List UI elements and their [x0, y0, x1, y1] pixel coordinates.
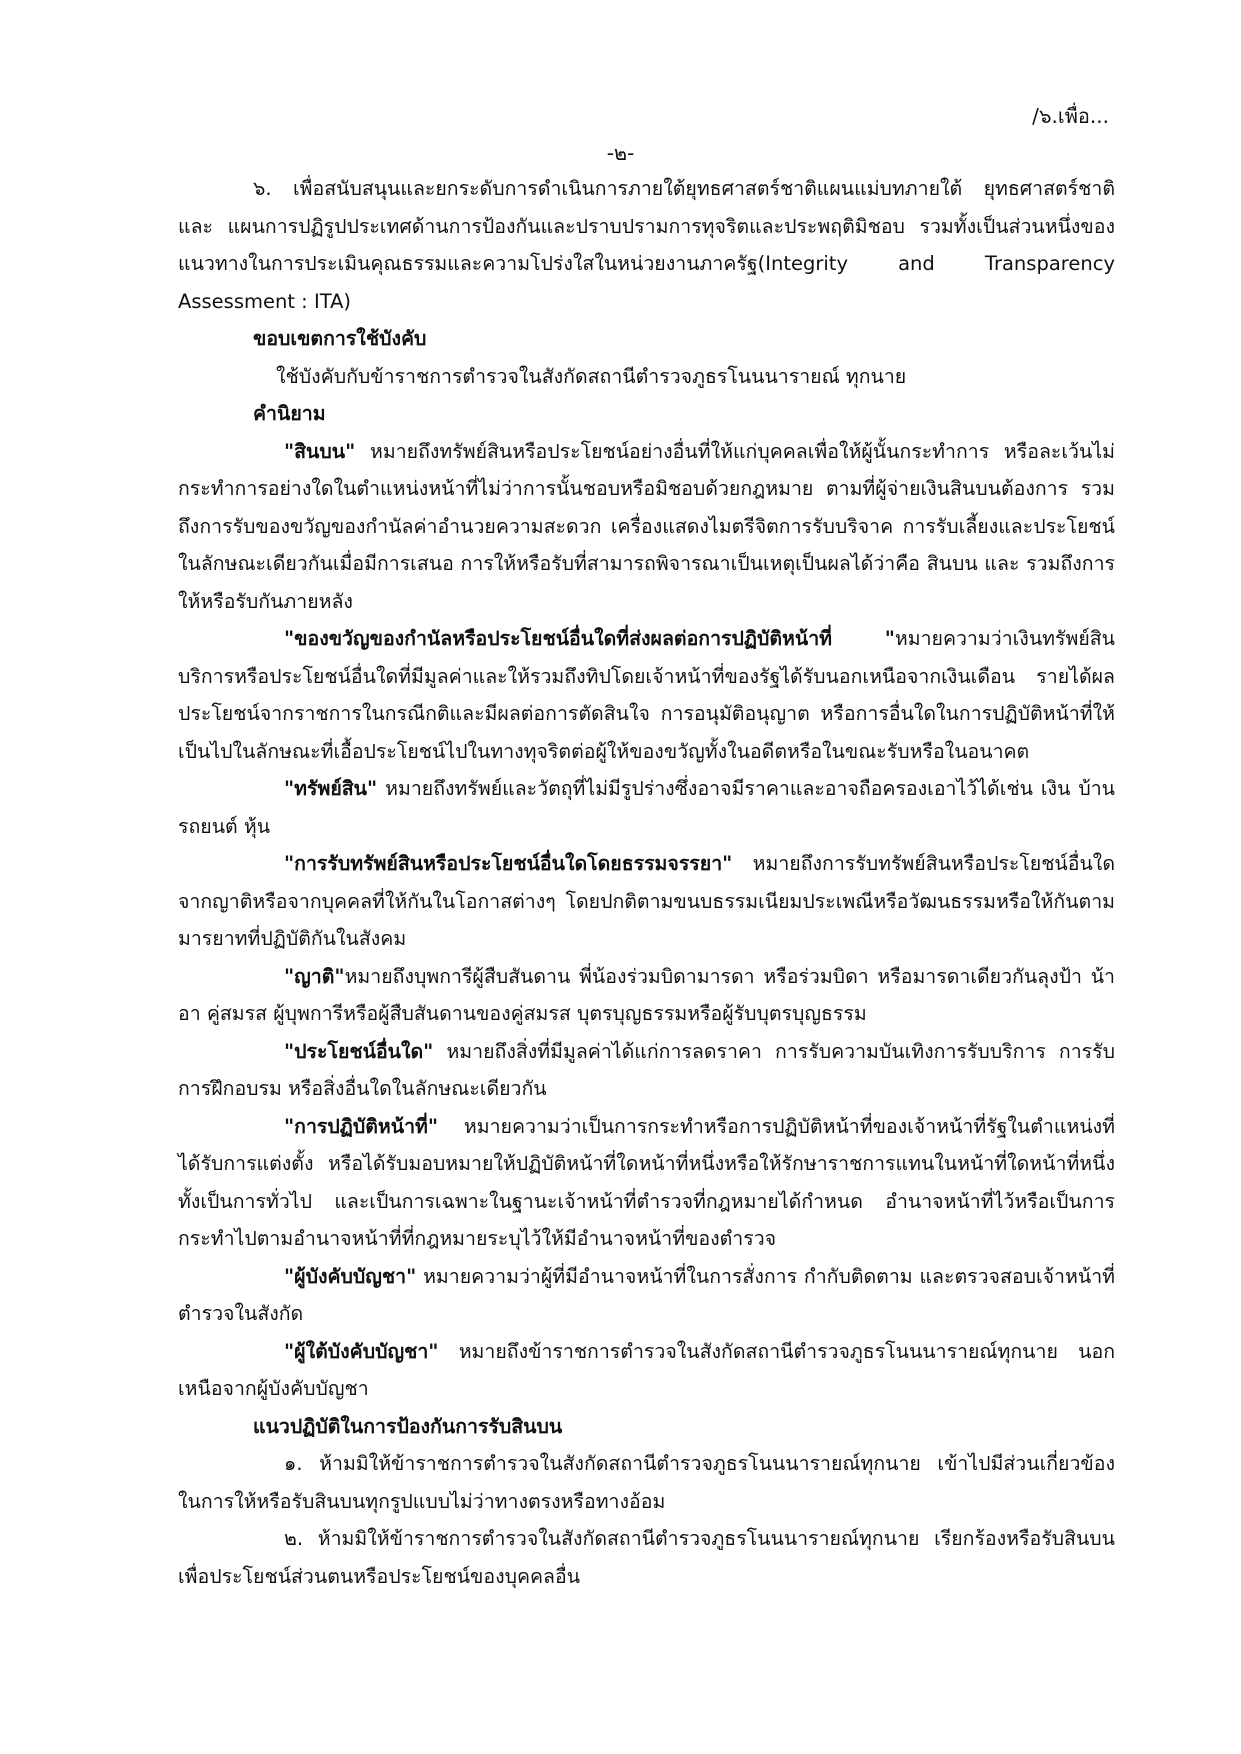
definition-term: "การปฏิบัติหน้าที่" — [284, 1114, 439, 1138]
definition-term: "การรับทรัพย์สินหรือประโยชน์อื่นใดโดยธรรมจรรยา" — [284, 852, 733, 875]
scope-text: ใช้บังคับกับข้าราชการตำรวจในสังกัดสถานีตำรวจภูธรโนนนารายณ์ ทุกนาย — [276, 364, 907, 388]
definition-text: หมายถึงสิ่งที่มีมูลค่าได้แก่การลดราคา การรับความบันเทิงการรับบริการ การรับการฝึกอบรม หรือสิ่งอื่นใดในลักษณะเดียวกัน — [178, 1039, 1115, 1100]
definition-term: "ผู้ใต้บังคับบัญชา" — [284, 1339, 439, 1363]
objective-6: ๖. เพื่อสนับสนุนและยกระดับการดำเนินการภายใต้ยุทธศาสตร์ชาติแผนแม่บทภายใต้ ยุทธศาสตร์ชาติ และ แผนการปฏิรูปประเทศด้านการป้องกันและปราบปรามการทุจริตและประพฤติมิชอบ รวมทั้งเป็นส่วนหนึ่งของแนวทางในการประเมินคุณธรรมและความโปร่งใสในหน่วยงานภาครัฐ(Integrity and Transparency Assessment : ITA) — [178, 177, 1115, 313]
definition-item — [178, 845, 1115, 958]
definition-text: หมายความว่าผู้ที่มีอำนาจหน้าที่ในการสั่งการ กำกับติดตาม และตรวจสอบเจ้าหน้าที่ตำรวจในสังกัด — [178, 1264, 1115, 1325]
definition-item — [178, 433, 1115, 621]
definition-item — [178, 1033, 1115, 1108]
definition-text: หมายถึงการรับทรัพย์สินหรือประโยชน์อื่นใดจากญาติหรือจากบุคคลที่ให้กันในโอกาสต่างๆ โดยปกติตามขนบธรรมเนียมประเพณีหรือวัฒนธรรมหรือให้กันตามมารยาทที่ปฏิบัติกันในสังคม — [178, 852, 1115, 950]
definition-text: หมายถึงทรัพย์สินหรือประโยชน์อย่างอื่นที่ให้แก่บุคคลเพื่อให้ผู้นั้นกระทำการ หรือละเว้นไม่กระทำการอย่างใดในตำแหน่งหน้าที่ไม่ว่าการนั้นชอบหรือมิชอบด้วยกฎหมาย ตามที่ผู้จ่ายเงินสินบนต้องการ รวมถึงการรับของขวัญของกำนัลค่าอำนวยความสะดวก เครื่องแสดงไมตรีจิตการรับบริจาค การรับเลี้ยงและประโยชน์ในลักษณะเดียวกันเมื่อมีการเสนอ การให้หรือรับที่สามารถพิจารณาเป็นเหตุเป็นผลได้ว่าคือ สินบน และ รวมถึงการให้หรือรับกันภายหลัง — [178, 439, 1115, 613]
definitions-heading: คำนิยาม — [253, 402, 326, 425]
guideline-item: ๒. ห้ามมิให้ข้าราชการตำรวจในสังกัดสถานีตำรวจภูธรโนนนารายณ์ทุกนาย เรียกร้องหรือรับสินบนเพื่อประโยชน์ส่วนตนหรือประโยชน์ของบุคคลอื่น — [178, 1527, 1115, 1588]
definition-text: หมายถึงทรัพย์และวัตถุที่ไม่มีรูปร่างซึ่งอาจมีราคาและอาจถือครองเอาไว้ได้เช่น เงิน บ้าน รถยนต์ หุ้น — [178, 777, 1115, 838]
definition-term: "ญาติ" — [284, 964, 345, 988]
definition-item — [178, 1333, 1115, 1408]
definition-text: หมายความว่าเป็นการกระทำหรือการปฏิบัติหน้าที่ของเจ้าหน้าที่รัฐในตำแหน่งที่ได้รับการแต่งตั้ง หรือได้รับมอบหมายให้ปฏิบัติหน้าที่ใดหน้าที่หนึ่งหรือให้รักษาราชการแทนในหน้าที่ใดหน้าที่หนึ่งทั้งเป็นการทั่วไป และเป็นการเฉพาะในฐานะเจ้าหน้าที่ตำรวจที่กฎหมายได้กำหนด อำนาจหน้าที่ไว้หรือเป็นการกระทำไปตามอำนาจหน้าที่ที่กฎหมายระบุไว้ให้มีอำนาจหน้าที่ของตำรวจ — [178, 1114, 1115, 1250]
definition-text: หมายถึงข้าราชการตำรวจในสังกัดสถานีตำรวจภูธรโนนนารายณ์ทุกนาย นอกเหนือจากผู้บังคับบัญชา — [178, 1339, 1115, 1400]
page-number: -๒- — [606, 141, 635, 165]
definition-item — [178, 1258, 1115, 1333]
definition-item — [178, 1108, 1115, 1258]
definition-item — [178, 620, 1115, 770]
definition-item — [178, 958, 1115, 1033]
definition-text: หมายถึงบุพการีผู้สืบสันดาน พี่น้องร่วมบิดามารดา หรือร่วมบิดา หรือมารดาเดียวกันลุงป้า น้าอา คู่สมรส ผู้บุพการีหรือผู้สืบสันดานของคู่สมรส บุตรบุญธรรมหรือผู้รับบุตรบุญธรรม — [178, 964, 1115, 1025]
definition-term: "สินบน" — [284, 439, 356, 463]
continuation-marker: /๖.เพื่อ... — [1032, 104, 1109, 128]
definition-term: "ประโยชน์อื่นใด" — [284, 1039, 434, 1063]
definition-text: หมายความว่าเงินทรัพย์สิน บริการหรือประโยชน์อื่นใดที่มีมูลค่าและให้รวมถึงทิปโดยเจ้าหน้าที่ของรัฐได้รับนอกเหนือจากเงินเดือน รายได้ผลประโยชน์จากราชการในกรณีกติและมีผลต่อการตัดสินใจ การอนุมัติอนุญาต หรือการอื่นใดในการปฏิบัติหน้าที่ให้เป็นไปในลักษณะที่เอื้อประโยชน์ไปในทางทุจริตต่อผู้ให้ของขวัญทั้งในอดีตหรือในขณะรับหรือในอนาคต — [178, 627, 1115, 763]
definition-term: "ผู้บังคับบัญชา" — [284, 1264, 417, 1288]
definition-term: "ทรัพย์สิน" — [284, 777, 378, 800]
guideline-item: ๑. ห้ามมิให้ข้าราชการตำรวจในสังกัดสถานีตำรวจภูธรโนนนารายณ์ทุกนาย เข้าไปมีส่วนเกี่ยวข้องในการให้หรือรับสินบนทุกรูปแบบไม่ว่าทางตรงหรือทางอ้อม — [178, 1452, 1115, 1513]
scope-heading: ขอบเขตการใช้บังคับ — [253, 327, 427, 350]
definition-item — [178, 770, 1115, 845]
definition-term: "ของขวัญของกำนัลหรือประโยชน์อื่นใดที่ส่งผลต่อการปฏิบัติหน้าที่ " — [284, 627, 895, 650]
document-body — [178, 170, 1115, 1595]
guidelines-heading: แนวปฏิบัติในการป้องกันการรับสินบน — [253, 1414, 563, 1438]
